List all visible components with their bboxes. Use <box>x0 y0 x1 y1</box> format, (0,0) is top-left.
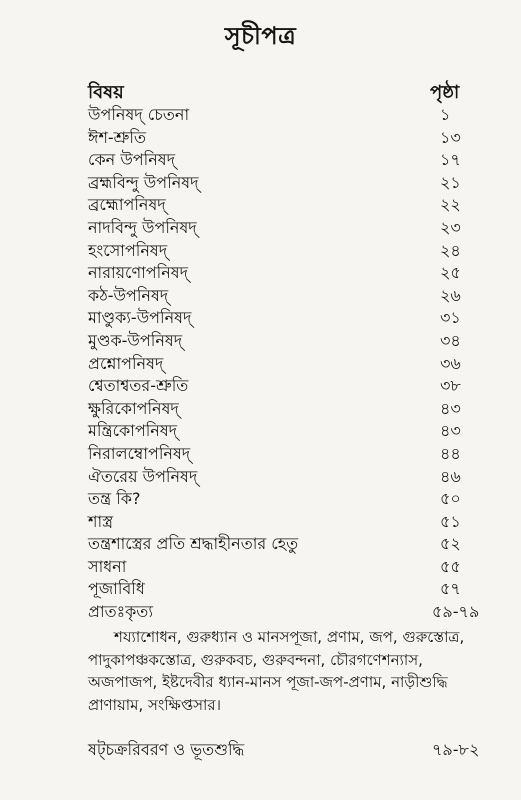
entry-page: ৩৬ <box>440 353 461 373</box>
entry-title: কঠ-উপনিষদ্ <box>88 285 169 305</box>
subitems-block <box>88 626 488 716</box>
entry-page: ৪৩ <box>440 421 461 441</box>
entry-title: কেন উপনিষদ্ <box>88 150 176 170</box>
toc-list <box>0 104 521 624</box>
subitem-line: অজপাজপ, ইষ্টদেবীর ধ্যান-মানস পূজা-জপ-প্রণাম, নাড়ীশুদ্ধি <box>88 673 448 691</box>
toc-entry <box>0 556 521 579</box>
subitem-line: পাদুকাপঞ্চকস্তোত্র, গুরুকবচ, গুরুবন্দনা, চৌরগণেশন্যাস, <box>88 650 423 669</box>
entry-page: ২৪ <box>440 240 461 260</box>
toc-entry <box>0 601 521 624</box>
entry-page: ৪৪ <box>440 443 461 463</box>
toc-entry <box>0 443 521 466</box>
toc-entry <box>0 488 521 511</box>
subject-column-header: বিষয় <box>88 82 124 103</box>
subitem-line: শয্যাশোধন, গুরুধ্যান ও মানসপূজা, প্রণাম, জপ, গুরুস্তোত্র, <box>114 628 465 646</box>
entry-title: তন্ত্রশাস্ত্রের প্রতি শ্রদ্ধাহীনতার হেতু <box>88 534 299 554</box>
entry-page: ৫৫ <box>440 556 461 576</box>
entry-page: ৪৩ <box>440 398 461 418</box>
entry-title: নারায়ণোপনিষদ্ <box>88 263 189 283</box>
toc-entry <box>0 194 521 217</box>
entry-title: ব্রহ্মোপনিষদ্ <box>88 195 166 215</box>
toc-entry <box>0 375 521 398</box>
page-title: সূচীপত্র <box>224 22 297 50</box>
toc-entry <box>0 262 521 285</box>
entry-title: মন্ত্রিকোপনিষদ্ <box>88 421 178 441</box>
entry-page: ৩৮ <box>440 376 461 396</box>
entry-page: ২২ <box>440 195 461 215</box>
toc-entry <box>0 127 521 150</box>
entry-page: ১ <box>440 105 451 124</box>
entry-title: নাদবিন্দু উপনিষদ্ <box>88 217 197 237</box>
entry-title: মাণ্ডুক্য-উপনিষদ্ <box>88 308 192 328</box>
entry-page: ৭৯-৮২ <box>432 740 480 759</box>
entry-title: প্রাতঃকৃত্য <box>88 602 153 622</box>
toc-entry <box>0 172 521 195</box>
entry-title: ঐতরেয় উপনিষদ্ <box>88 466 198 486</box>
entry-title: ষট্চক্ররিবরণ ও ভূতশুদ্ধি <box>88 740 245 759</box>
entry-title: শাস্ত্র <box>88 511 114 531</box>
toc-entry <box>0 420 521 443</box>
entry-page: ৩৪ <box>440 330 461 350</box>
toc-entry <box>0 330 521 353</box>
entry-page: ৫৭ <box>440 579 461 599</box>
entry-page: ৪৬ <box>440 466 461 486</box>
entry-title: ব্রহ্মবিন্দু উপনিষদ্ <box>88 172 199 192</box>
toc-entry <box>0 578 521 601</box>
entry-page: ১৩ <box>440 127 461 147</box>
entry-page: ৫১ <box>440 511 461 531</box>
toc-entry <box>0 217 521 240</box>
toc-entry <box>0 285 521 308</box>
entry-page: ১৭ <box>440 150 461 170</box>
toc-entry <box>0 533 521 556</box>
toc-entry <box>0 149 521 172</box>
toc-entry <box>0 240 521 263</box>
entry-title: তন্ত্র কি? <box>88 489 141 509</box>
toc-entry-final <box>0 738 521 762</box>
entry-title: উপনিষদ্ চেতনা <box>88 105 190 124</box>
entry-page: ২৫ <box>440 263 461 283</box>
entry-page: ৫২ <box>440 534 461 554</box>
entry-title: ক্ষুরিকোপনিষদ্ <box>88 398 179 418</box>
entry-title: শ্বেতাশ্বতর-শ্রুতি <box>88 376 189 396</box>
subitem-line: প্রাণায়াম, সংক্ষিপ্তসার। <box>88 695 222 714</box>
entry-title: নিরালম্বোপনিষদ্ <box>88 443 191 463</box>
entry-page: ৫৯-৭৯ <box>432 602 480 622</box>
page-column-header: পৃষ্ঠা <box>430 82 460 103</box>
entry-page: ২৩ <box>440 217 461 237</box>
toc-entry <box>0 307 521 330</box>
entry-page: ৩১ <box>440 308 461 328</box>
entry-title: পূজাবিধি <box>88 579 145 599</box>
entry-title: হংসোপনিষদ্ <box>88 240 168 260</box>
entry-title: মুণ্ডক-উপনিষদ্ <box>88 330 183 350</box>
entry-title: প্রশ্নোপনিষদ্ <box>88 353 164 373</box>
toc-entry <box>0 466 521 489</box>
toc-entry <box>0 104 521 127</box>
toc-entry <box>0 511 521 534</box>
entry-page: ২৬ <box>440 285 461 305</box>
entry-title: ঈশ-শ্রুতি <box>88 127 146 147</box>
entry-page: ২১ <box>440 172 461 192</box>
toc-entry <box>0 398 521 421</box>
toc-entry <box>0 353 521 376</box>
entry-title: সাধনা <box>88 556 127 576</box>
entry-page: ৫০ <box>440 489 461 509</box>
